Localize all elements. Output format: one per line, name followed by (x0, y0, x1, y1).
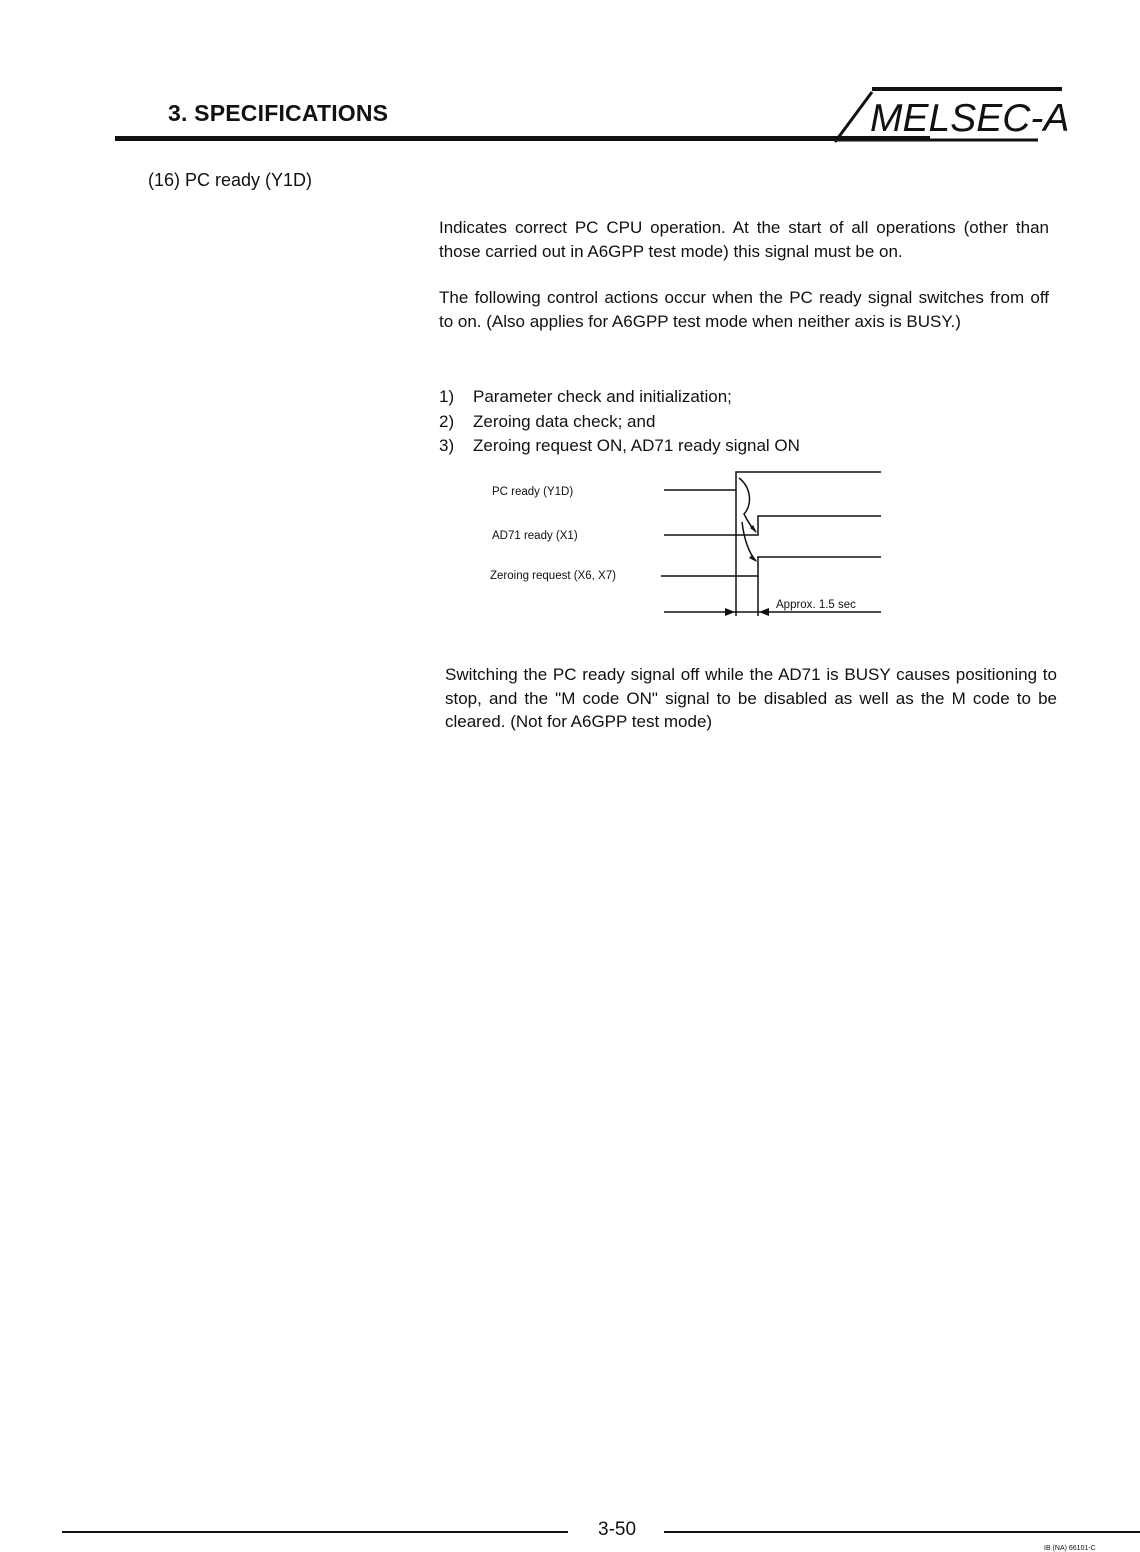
step-number: 2) (439, 411, 455, 431)
subsection-heading: (16) PC ready (Y1D) (148, 170, 313, 190)
brand-logo (830, 82, 1080, 154)
waveform-ad71-ready (664, 516, 881, 535)
footer-rule-left (62, 1531, 568, 1533)
paragraph-control-actions: The following control actions occur when the PC ready signal switches from off to on. (Also applies for A6GPP test mode when neither axis is BUSY.) (439, 288, 1049, 331)
footer-rule-right (664, 1531, 1140, 1533)
header-rule (115, 136, 930, 141)
list-item (439, 434, 1059, 459)
interval-arrow-left (725, 608, 735, 616)
signal-label-zeroing-request: Zeroing request (X6, X7) (490, 570, 616, 582)
step-text: Zeroing data check; and (473, 411, 656, 431)
waveform-pc-ready (664, 472, 881, 490)
signal-label-ad71-ready: AD71 ready (X1) (492, 530, 578, 542)
document-code: IB (NA) 66101-C (1044, 1545, 1096, 1552)
section-title: 3. SPECIFICATIONS (168, 100, 389, 126)
brand-text: MELSEC-A (870, 97, 1070, 140)
step-text: Parameter check and initialization; (473, 387, 732, 406)
list-item (439, 385, 1059, 410)
step-number: 1) (439, 387, 455, 406)
step-number: 3) (439, 436, 455, 455)
step-text: Zeroing request ON, AD71 ready signal ON (473, 436, 800, 455)
timing-chart (486, 466, 886, 626)
list-item (439, 410, 1059, 435)
paragraph-off-behavior: Switching the PC ready signal off while the AD71 is BUSY causes positioning to stop, and the "M code ON" signal to be disabled as well as the M code to be cleared. (Not for A6GPP test mode) (445, 665, 1057, 731)
page-number: 3-50 (598, 1519, 637, 1540)
signal-label-pc-ready: PC ready (Y1D) (492, 486, 574, 498)
interval-arrow-right (759, 608, 769, 616)
interval-label: Approx. 1.5 sec (776, 599, 856, 611)
steps-list (439, 385, 1059, 459)
paragraph-description: Indicates correct PC CPU operation. At the start of all operations (other than those carried out in A6GPP test mode) this signal must be on. (439, 218, 1049, 261)
waveform-zeroing-request (661, 557, 881, 576)
